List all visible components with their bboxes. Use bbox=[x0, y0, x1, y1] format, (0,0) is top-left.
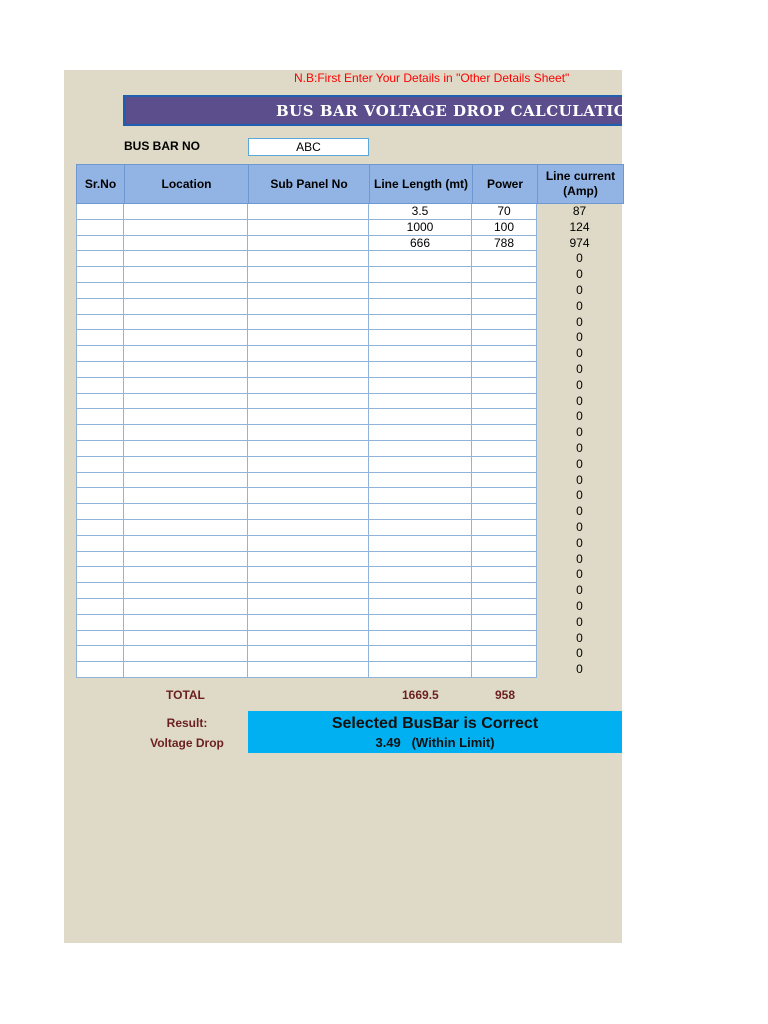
cell-sub-panel-no[interactable] bbox=[248, 662, 369, 678]
totals-row bbox=[64, 686, 622, 704]
header-line-length: Line Length (mt) bbox=[370, 165, 473, 203]
cell-sr-no[interactable] bbox=[76, 631, 124, 647]
cell-location[interactable] bbox=[124, 599, 248, 615]
cell-line-length[interactable] bbox=[369, 251, 472, 267]
cell-line-current: 0 bbox=[576, 504, 583, 519]
cell-line-current: 0 bbox=[576, 519, 583, 534]
cell-sub-panel-no[interactable] bbox=[248, 236, 369, 252]
cell-line-current: 0 bbox=[576, 456, 583, 471]
cell-sr-no[interactable] bbox=[76, 220, 124, 236]
cell-sr-no[interactable] bbox=[76, 267, 124, 283]
cell-line-current: 0 bbox=[576, 630, 583, 645]
cell-location[interactable] bbox=[124, 315, 248, 331]
cell-line-current: 87 bbox=[572, 204, 587, 218]
cell-power[interactable] bbox=[472, 378, 537, 394]
cell-sub-panel-no[interactable] bbox=[248, 394, 369, 410]
cell-line-current: 0 bbox=[576, 551, 583, 566]
table-row bbox=[76, 520, 622, 536]
cell-power[interactable] bbox=[472, 394, 537, 410]
cell-line-length[interactable] bbox=[369, 457, 472, 473]
cell-sub-panel-no[interactable] bbox=[248, 536, 369, 552]
cell-line-current: 0 bbox=[576, 330, 583, 345]
header-sr-no: Sr.No bbox=[77, 165, 125, 203]
cell-power[interactable] bbox=[472, 251, 537, 267]
cell-line-length[interactable] bbox=[369, 315, 472, 331]
cell-sub-panel-no[interactable] bbox=[248, 425, 369, 441]
cell-location[interactable] bbox=[124, 394, 248, 410]
cell-sub-panel-no[interactable] bbox=[248, 267, 369, 283]
cell-line-length[interactable] bbox=[369, 536, 472, 552]
table-row bbox=[76, 425, 622, 441]
cell-sr-no[interactable] bbox=[76, 504, 124, 520]
cell-line-length[interactable] bbox=[369, 599, 472, 615]
cell-sub-panel-no[interactable] bbox=[248, 583, 369, 599]
cell-power[interactable] bbox=[472, 346, 537, 362]
table-row bbox=[76, 236, 622, 252]
cell-power[interactable] bbox=[472, 425, 537, 441]
cell-line-current: 0 bbox=[576, 614, 583, 629]
cell-sr-no[interactable] bbox=[76, 457, 124, 473]
cell-line-length[interactable] bbox=[369, 299, 472, 315]
table-row bbox=[76, 283, 622, 299]
cell-sr-no[interactable] bbox=[76, 299, 124, 315]
cell-line-length[interactable] bbox=[369, 520, 472, 536]
cell-location[interactable] bbox=[124, 631, 248, 647]
cell-line-length[interactable] bbox=[369, 662, 472, 678]
cell-location[interactable] bbox=[124, 409, 248, 425]
cell-location[interactable] bbox=[124, 441, 248, 457]
cell-line-length[interactable] bbox=[369, 646, 472, 662]
table-row bbox=[76, 536, 622, 552]
cell-line-length[interactable] bbox=[369, 425, 472, 441]
total-line-length: 1669.5 bbox=[402, 688, 439, 702]
cell-sub-panel-no[interactable] bbox=[248, 488, 369, 504]
cell-location[interactable] bbox=[124, 646, 248, 662]
table-row bbox=[76, 378, 622, 394]
busbar-no-label: BUS BAR NO bbox=[124, 139, 201, 153]
cell-sr-no[interactable] bbox=[76, 378, 124, 394]
header-sub-panel-no: Sub Panel No bbox=[249, 165, 370, 203]
table-row bbox=[76, 615, 622, 631]
result-label: Result: bbox=[166, 716, 208, 730]
cell-power[interactable] bbox=[472, 583, 537, 599]
cell-location[interactable] bbox=[124, 236, 248, 252]
cell-location[interactable] bbox=[124, 283, 248, 299]
cell-sub-panel-no[interactable] bbox=[248, 346, 369, 362]
cell-line-length[interactable] bbox=[369, 330, 472, 346]
cell-sr-no[interactable] bbox=[76, 330, 124, 346]
cell-line-current: 0 bbox=[576, 567, 583, 582]
cell-sr-no[interactable] bbox=[76, 599, 124, 615]
cell-sub-panel-no[interactable] bbox=[248, 457, 369, 473]
cell-power[interactable] bbox=[472, 283, 537, 299]
cell-power[interactable] bbox=[472, 267, 537, 283]
cell-power[interactable] bbox=[472, 520, 537, 536]
cell-power[interactable] bbox=[472, 409, 537, 425]
cell-line-current: 0 bbox=[576, 393, 583, 408]
cell-line-current: 0 bbox=[576, 646, 583, 661]
cell-sub-panel-no[interactable] bbox=[248, 646, 369, 662]
cell-power[interactable] bbox=[472, 615, 537, 631]
cell-location[interactable] bbox=[124, 473, 248, 489]
table-row bbox=[76, 504, 622, 520]
cell-sub-panel-no[interactable] bbox=[248, 204, 369, 220]
table-row bbox=[76, 409, 622, 425]
cell-sr-no[interactable] bbox=[76, 425, 124, 441]
cell-sr-no[interactable] bbox=[76, 473, 124, 489]
cell-line-length[interactable]: 3.5 bbox=[369, 204, 472, 220]
spreadsheet-area bbox=[64, 70, 642, 943]
cell-sub-panel-no[interactable] bbox=[248, 631, 369, 647]
cell-sub-panel-no[interactable] bbox=[248, 615, 369, 631]
cell-sr-no[interactable] bbox=[76, 662, 124, 678]
cell-line-current: 0 bbox=[576, 251, 583, 266]
cell-location[interactable] bbox=[124, 251, 248, 267]
cell-sub-panel-no[interactable] bbox=[248, 283, 369, 299]
total-power: 958 bbox=[495, 688, 516, 702]
result-message: Selected BusBar is Correct bbox=[331, 714, 539, 732]
cell-location[interactable] bbox=[124, 583, 248, 599]
cell-line-current: 0 bbox=[576, 535, 583, 550]
cell-sub-panel-no[interactable] bbox=[248, 251, 369, 267]
cell-line-length[interactable] bbox=[369, 267, 472, 283]
cell-power[interactable] bbox=[472, 441, 537, 457]
cell-sr-no[interactable] bbox=[76, 583, 124, 599]
header-power: Power bbox=[473, 165, 538, 203]
cell-line-length[interactable] bbox=[369, 283, 472, 299]
cell-power[interactable]: 100 bbox=[472, 220, 537, 236]
cell-sub-panel-no[interactable] bbox=[248, 409, 369, 425]
cell-location[interactable] bbox=[124, 299, 248, 315]
table-row bbox=[76, 251, 622, 267]
cell-location[interactable] bbox=[124, 504, 248, 520]
voltage-drop-value: 3.49 (Within Limit) bbox=[375, 734, 495, 750]
cell-line-length[interactable] bbox=[369, 409, 472, 425]
cell-sub-panel-no[interactable] bbox=[248, 362, 369, 378]
cell-line-current: 974 bbox=[569, 235, 590, 250]
cell-power[interactable] bbox=[472, 536, 537, 552]
cell-line-current: 0 bbox=[576, 377, 583, 392]
cell-location[interactable] bbox=[124, 520, 248, 536]
cell-sr-no[interactable] bbox=[76, 283, 124, 299]
cell-line-current: 0 bbox=[576, 346, 583, 361]
cell-line-current: 0 bbox=[576, 598, 583, 613]
cell-sub-panel-no[interactable] bbox=[248, 315, 369, 331]
cell-location[interactable] bbox=[124, 378, 248, 394]
cell-sr-no[interactable] bbox=[76, 520, 124, 536]
cell-power[interactable] bbox=[472, 552, 537, 568]
table-row bbox=[76, 646, 622, 662]
cell-line-length[interactable] bbox=[369, 346, 472, 362]
table-row bbox=[76, 599, 622, 615]
cell-line-current: 0 bbox=[576, 662, 583, 677]
table-row bbox=[76, 394, 622, 410]
cell-location[interactable] bbox=[124, 662, 248, 678]
header-line-current: Line current (Amp) bbox=[545, 169, 616, 198]
cell-line-length[interactable] bbox=[369, 473, 472, 489]
cell-sub-panel-no[interactable] bbox=[248, 299, 369, 315]
sheet-title: BUS BAR VOLTAGE DROP CALCULATION bbox=[123, 95, 622, 126]
cell-location[interactable] bbox=[124, 536, 248, 552]
voltage-drop-label: Voltage Drop bbox=[150, 736, 224, 750]
cell-line-length[interactable] bbox=[369, 362, 472, 378]
cell-line-current: 0 bbox=[576, 583, 583, 598]
cell-sr-no[interactable] bbox=[76, 536, 124, 552]
cell-sub-panel-no[interactable] bbox=[248, 567, 369, 583]
table-header bbox=[76, 164, 624, 204]
total-label: TOTAL bbox=[166, 688, 205, 702]
cell-sr-no[interactable] bbox=[76, 646, 124, 662]
cell-sr-no[interactable] bbox=[76, 362, 124, 378]
cell-line-length[interactable] bbox=[369, 631, 472, 647]
cell-location[interactable] bbox=[124, 615, 248, 631]
table-row bbox=[76, 299, 622, 315]
cell-sr-no[interactable] bbox=[76, 552, 124, 568]
cell-location[interactable] bbox=[124, 267, 248, 283]
cell-line-current: 0 bbox=[576, 440, 583, 455]
cell-location[interactable] bbox=[124, 362, 248, 378]
cell-line-length[interactable] bbox=[369, 394, 472, 410]
table-row bbox=[76, 457, 622, 473]
table-row bbox=[76, 488, 622, 504]
cell-location[interactable] bbox=[124, 204, 248, 220]
cell-line-length[interactable] bbox=[369, 615, 472, 631]
cell-sr-no[interactable] bbox=[76, 236, 124, 252]
cell-sub-panel-no[interactable] bbox=[248, 552, 369, 568]
cell-sub-panel-no[interactable] bbox=[248, 504, 369, 520]
table-body bbox=[76, 204, 622, 678]
table-row bbox=[76, 346, 622, 362]
busbar-no-input[interactable]: ABC bbox=[248, 138, 369, 156]
cell-sr-no[interactable] bbox=[76, 251, 124, 267]
cell-line-current: 0 bbox=[576, 409, 583, 424]
table-row bbox=[76, 220, 622, 236]
cell-power[interactable] bbox=[472, 473, 537, 489]
cell-line-current: 0 bbox=[576, 361, 583, 376]
cell-line-current: 0 bbox=[576, 488, 583, 503]
cell-sr-no[interactable] bbox=[76, 315, 124, 331]
cell-line-current: 0 bbox=[576, 314, 583, 329]
cell-line-length[interactable]: 1000 bbox=[369, 220, 472, 236]
table-row bbox=[76, 441, 622, 457]
cell-power[interactable] bbox=[472, 315, 537, 331]
table-row bbox=[76, 552, 622, 568]
cell-power[interactable] bbox=[472, 330, 537, 346]
result-box bbox=[248, 711, 622, 753]
table-row bbox=[76, 267, 622, 283]
table-row bbox=[76, 315, 622, 331]
cell-line-current: 0 bbox=[576, 472, 583, 487]
cell-sr-no[interactable] bbox=[76, 441, 124, 457]
cell-sr-no[interactable] bbox=[76, 488, 124, 504]
cell-line-current: 0 bbox=[576, 298, 583, 313]
cell-sub-panel-no[interactable] bbox=[248, 441, 369, 457]
cell-line-length[interactable] bbox=[369, 504, 472, 520]
table-row bbox=[76, 362, 622, 378]
cell-location[interactable] bbox=[124, 567, 248, 583]
header-location: Location bbox=[125, 165, 249, 203]
cell-location[interactable] bbox=[124, 488, 248, 504]
cell-sub-panel-no[interactable] bbox=[248, 599, 369, 615]
cell-sr-no[interactable] bbox=[76, 394, 124, 410]
cell-power[interactable] bbox=[472, 504, 537, 520]
cell-sr-no[interactable] bbox=[76, 567, 124, 583]
cell-sr-no[interactable] bbox=[76, 615, 124, 631]
table-row bbox=[76, 583, 622, 599]
table-row bbox=[76, 631, 622, 647]
cell-location[interactable] bbox=[124, 457, 248, 473]
cell-sr-no[interactable] bbox=[76, 409, 124, 425]
cell-location[interactable] bbox=[124, 220, 248, 236]
cell-power[interactable] bbox=[472, 299, 537, 315]
cell-sub-panel-no[interactable] bbox=[248, 520, 369, 536]
table-row bbox=[76, 204, 622, 220]
cell-power[interactable] bbox=[472, 488, 537, 504]
cell-line-length[interactable] bbox=[369, 378, 472, 394]
cell-line-length[interactable] bbox=[369, 583, 472, 599]
cell-line-current: 0 bbox=[576, 282, 583, 297]
cell-location[interactable] bbox=[124, 346, 248, 362]
table-row bbox=[76, 567, 622, 583]
cell-power[interactable] bbox=[472, 599, 537, 615]
table-row bbox=[76, 662, 622, 678]
cell-sub-panel-no[interactable] bbox=[248, 330, 369, 346]
cell-line-current: 0 bbox=[576, 425, 583, 440]
cell-power[interactable] bbox=[472, 631, 537, 647]
cell-line-current: 124 bbox=[569, 219, 590, 234]
cell-location[interactable] bbox=[124, 425, 248, 441]
cell-line-length[interactable] bbox=[369, 552, 472, 568]
cell-sr-no[interactable] bbox=[76, 346, 124, 362]
cell-power[interactable] bbox=[472, 457, 537, 473]
table-row bbox=[76, 330, 622, 346]
instruction-note: N.B:First Enter Your Details in "Other Details Sheet" bbox=[294, 71, 570, 85]
cell-sub-panel-no[interactable] bbox=[248, 473, 369, 489]
cell-power[interactable] bbox=[472, 646, 537, 662]
cell-power[interactable] bbox=[472, 662, 537, 678]
cell-location[interactable] bbox=[124, 552, 248, 568]
cell-sr-no[interactable] bbox=[76, 204, 124, 220]
cell-sub-panel-no[interactable] bbox=[248, 220, 369, 236]
cell-power[interactable]: 788 bbox=[472, 236, 537, 252]
cell-line-length[interactable] bbox=[369, 488, 472, 504]
cell-line-current: 0 bbox=[576, 267, 583, 282]
cell-location[interactable] bbox=[124, 330, 248, 346]
table-row bbox=[76, 473, 622, 489]
cell-power[interactable]: 70 bbox=[472, 204, 537, 220]
cell-sub-panel-no[interactable] bbox=[248, 378, 369, 394]
cell-line-length[interactable] bbox=[369, 441, 472, 457]
cell-line-length[interactable] bbox=[369, 567, 472, 583]
cell-power[interactable] bbox=[472, 567, 537, 583]
cell-line-length[interactable]: 666 bbox=[369, 236, 472, 252]
cell-power[interactable] bbox=[472, 362, 537, 378]
